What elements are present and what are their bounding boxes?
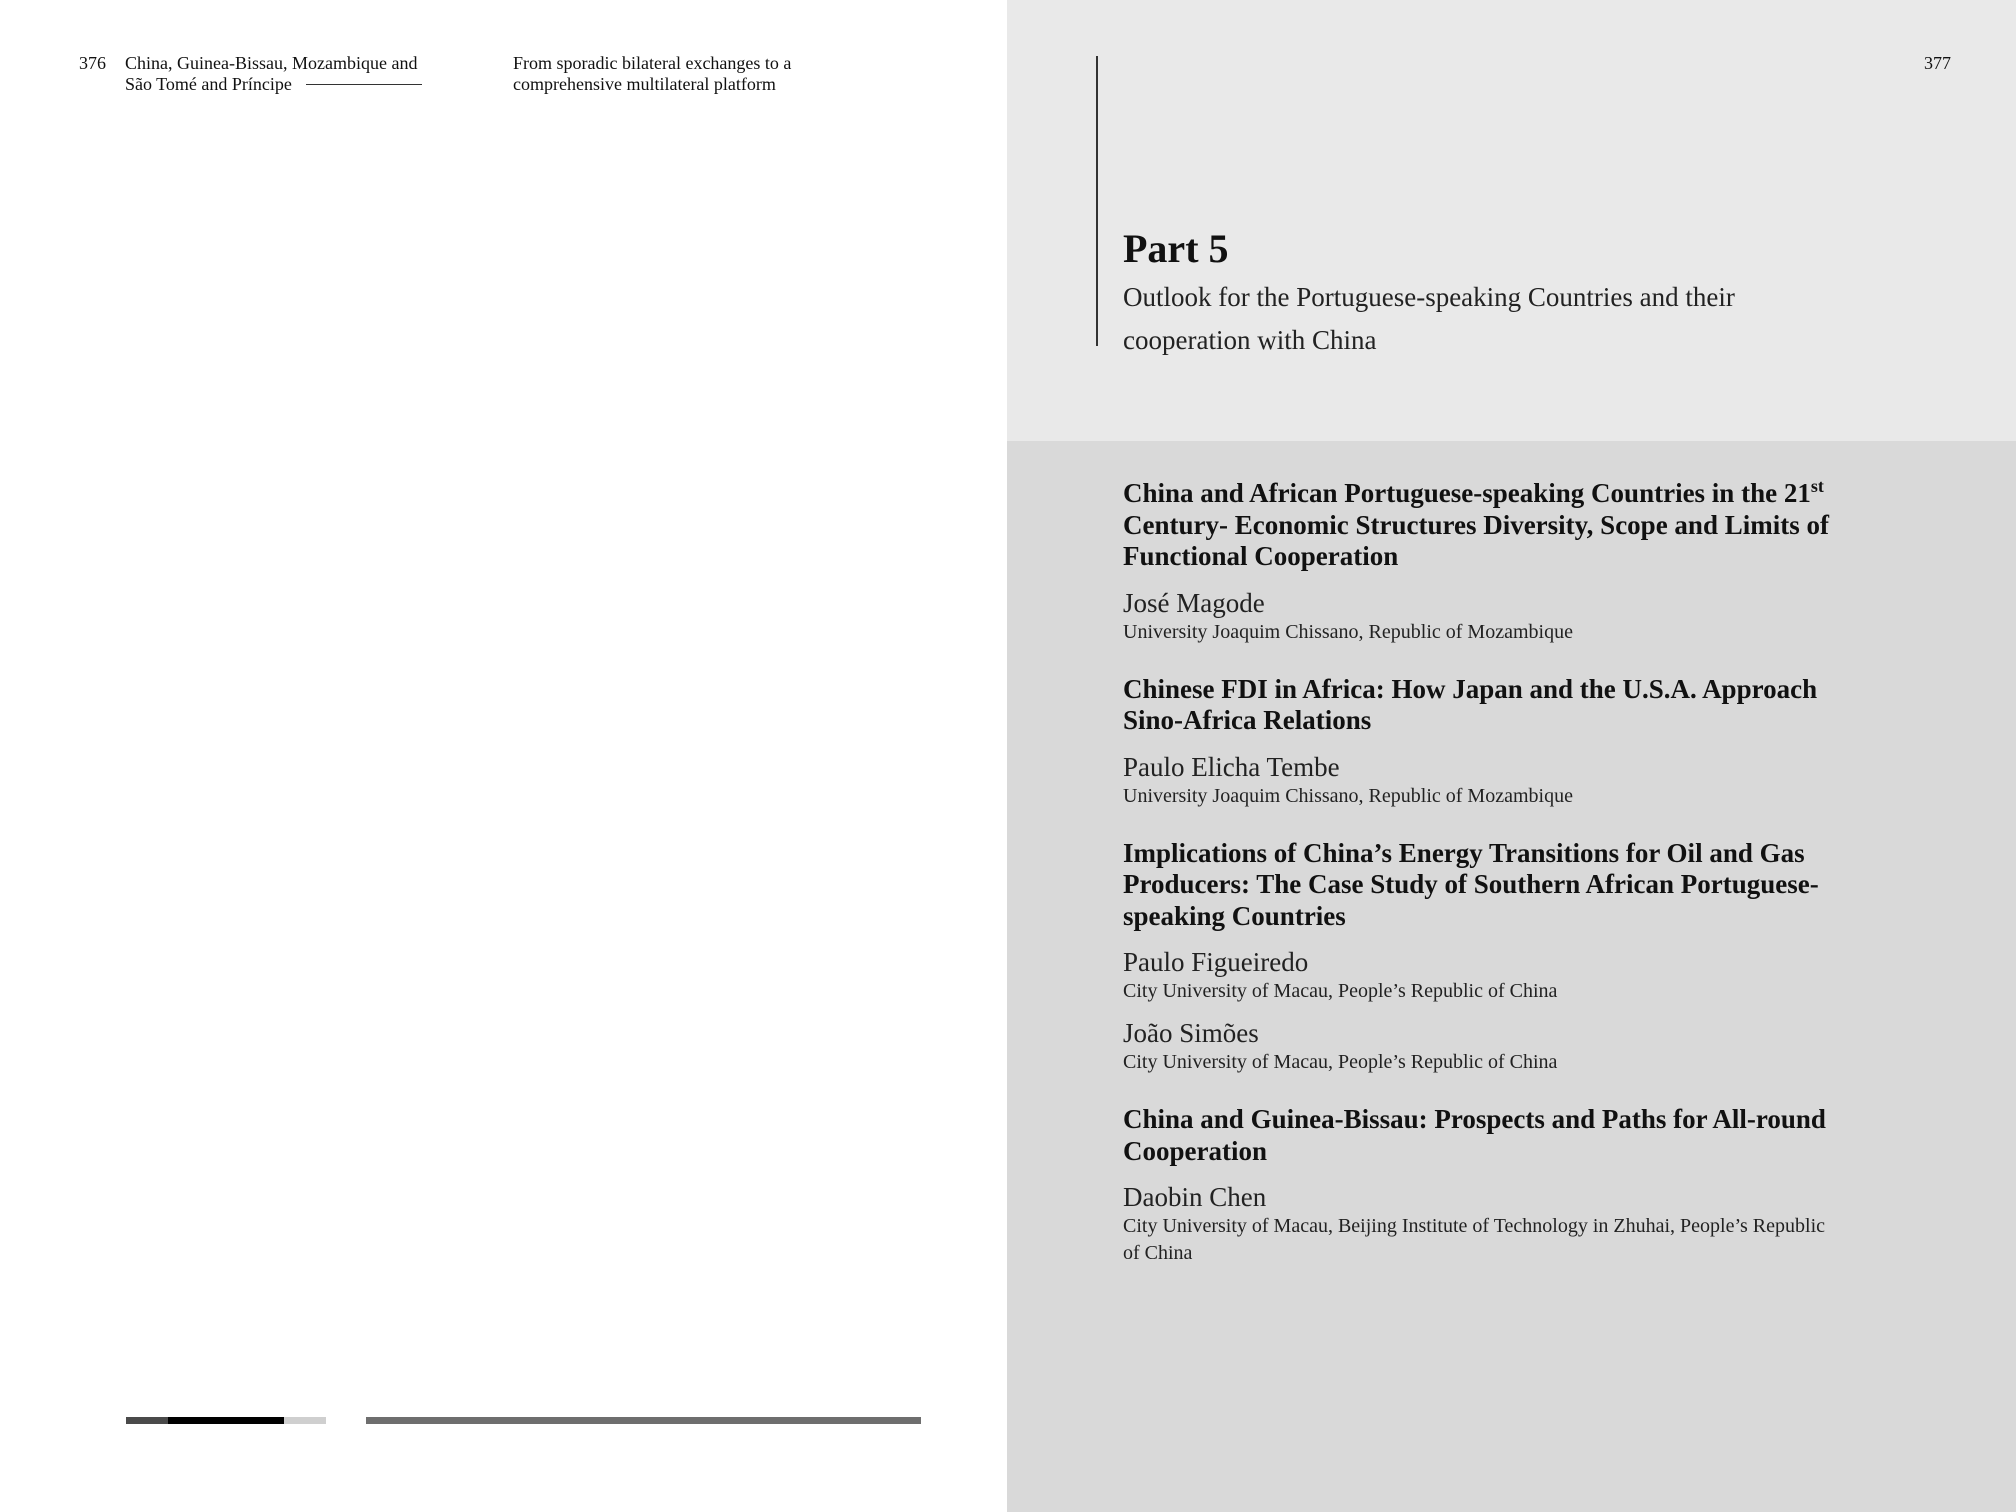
running-subtitle-line1: From sporadic bilateral exchanges to a — [513, 53, 792, 73]
footer-bar-segment-dark — [126, 1417, 168, 1424]
table-of-contents — [1123, 478, 1893, 1295]
footer-bar-segment-light — [284, 1417, 326, 1424]
toc-entry[interactable] — [1123, 478, 1893, 646]
toc-title-line: Cooperation — [1123, 1135, 1267, 1166]
page-number-left: 376 — [79, 53, 106, 73]
toc-entry[interactable] — [1123, 674, 1893, 810]
running-subtitle — [513, 53, 853, 95]
toc-title-line: Century- Economic Structures Diversity, Scope and Limits of — [1123, 509, 1829, 540]
toc-entry-title — [1123, 838, 1893, 933]
toc-entry[interactable] — [1123, 838, 1893, 1077]
toc-entry-title — [1123, 1104, 1893, 1167]
toc-author: José Magode — [1123, 587, 1265, 618]
toc-title-line: China and Guinea-Bissau: Prospects and Paths for All-round — [1123, 1104, 1826, 1134]
running-subtitle-line2: comprehensive multilateral platform — [513, 74, 776, 94]
running-title-line2-row — [125, 74, 455, 95]
running-title-line2: São Tomé and Príncipe — [125, 74, 292, 94]
toc-author: Paulo Elicha Tembe — [1123, 751, 1340, 782]
part-title: Part 5 — [1123, 226, 1229, 271]
footer-bar-long — [366, 1417, 921, 1424]
toc-author: Daobin Chen — [1123, 1182, 1267, 1212]
vertical-rule — [1096, 56, 1098, 346]
toc-title-line: Sino-Africa Relations — [1123, 705, 1372, 735]
left-page — [0, 0, 1007, 1512]
toc-title-line: Functional Cooperation — [1123, 541, 1399, 571]
toc-affiliation-line: of China — [1123, 1242, 1193, 1264]
toc-affiliation: University Joaquim Chissano, Republic of Mozambique — [1123, 620, 1573, 643]
part-subtitle-line2: cooperation with China — [1123, 325, 1377, 355]
toc-affiliation: University Joaquim Chissano, Republic of Mozambique — [1123, 784, 1573, 807]
running-title-line1: China, Guinea-Bissau, Mozambique and — [125, 53, 418, 73]
part-subtitle — [1123, 276, 1823, 362]
toc-author: João Simões — [1123, 1018, 1259, 1048]
toc-title-line: Producers: The Case Study of Southern African Portuguese- — [1123, 869, 1819, 899]
toc-entry[interactable] — [1123, 1104, 1893, 1267]
right-page — [1007, 0, 2016, 1512]
toc-title-line: Implications of China’s Energy Transitions for Oil and Gas — [1123, 837, 1805, 868]
toc-affiliation: City University of Macau, People’s Republic of China — [1123, 980, 1558, 1002]
toc-affiliation-line: City University of Macau, Beijing Institute of Technology in Zhuhai, People’s Republic — [1123, 1215, 1826, 1237]
toc-author: Paulo Figueiredo — [1123, 947, 1309, 977]
part-subtitle-line1: Outlook for the Portuguese-speaking Countries and their — [1123, 282, 1735, 312]
toc-affiliation: City University of Macau, People’s Republic of China — [1123, 1051, 1558, 1073]
toc-title-superscript: st — [1810, 476, 1824, 496]
footer-bar-segment-black — [168, 1417, 284, 1424]
toc-title-line: China and African Portuguese-speaking Countries in the 21 — [1123, 478, 1811, 508]
toc-affiliation — [1123, 1213, 1893, 1267]
toc-title-line: Chinese FDI in Africa: How Japan and the U.S.A. Approach — [1123, 673, 1818, 704]
page-number-right: 377 — [1924, 53, 1951, 73]
part-header-panel — [1007, 0, 2016, 441]
toc-entry-title — [1123, 674, 1893, 737]
toc-entry-title — [1123, 478, 1893, 573]
running-title — [125, 53, 455, 95]
toc-title-line: speaking Countries — [1123, 900, 1346, 931]
running-title-rule — [306, 84, 422, 85]
